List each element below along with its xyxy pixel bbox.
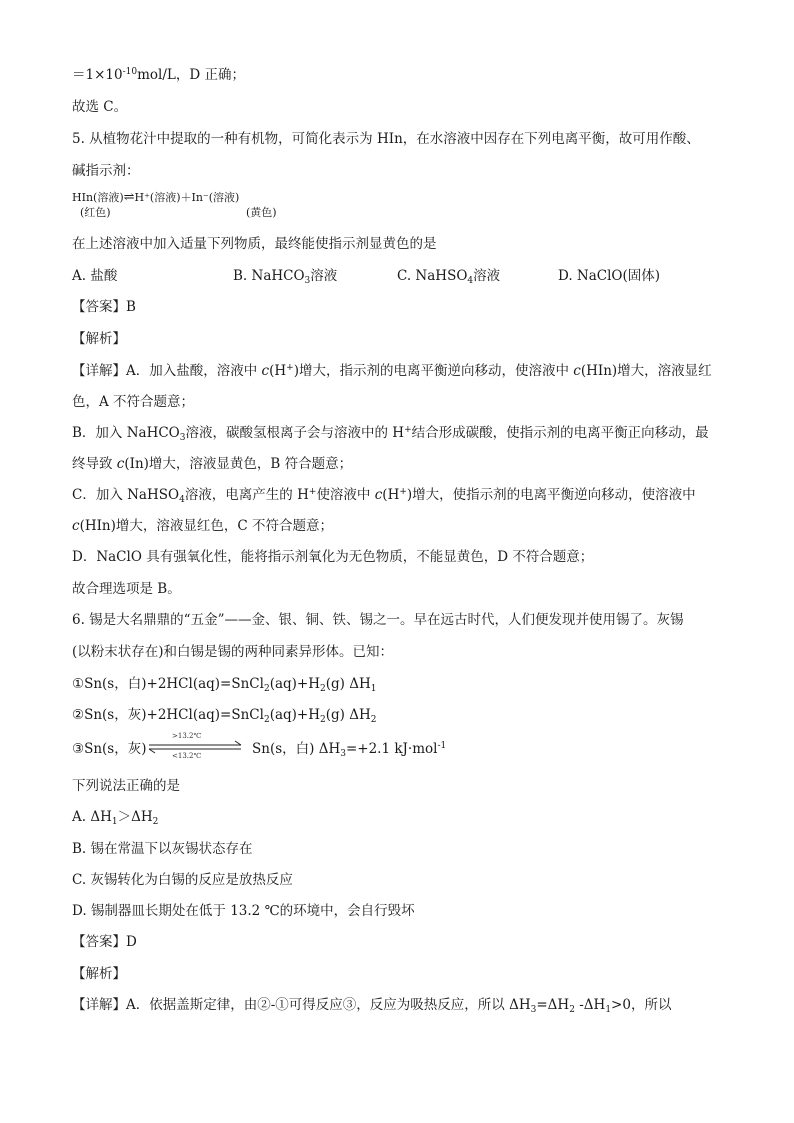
text-fragment: (g) ΔH	[325, 707, 371, 723]
italic-c: c	[116, 456, 125, 472]
text-fragment: -ΔH	[574, 997, 606, 1013]
subscript: 3	[530, 1005, 537, 1015]
q6-option-d: D. 锡制器皿长期处在低于 13.2 ℃的环境中，会自行毁坏	[72, 903, 415, 919]
answer-value: D	[126, 934, 137, 950]
subscript: 1	[111, 817, 118, 827]
text-fragment: C．加入 NaHSO	[72, 487, 180, 503]
subscript: 2	[263, 715, 270, 725]
subscript: 2	[370, 715, 377, 725]
text-fragment: ＞ΔH	[117, 809, 153, 825]
superscript: -1	[437, 741, 447, 751]
q5-question: 在上述溶液中加入适量下列物质，最终能使指示剂显黄色的是	[72, 236, 437, 252]
text-fragment: A．依据盖斯定律，由②-①可得反应③，反应为吸热反应，所以 ΔH	[126, 997, 531, 1013]
subscript: 2	[320, 715, 326, 725]
q6-reaction-3-left: ③Sn(s，灰)	[72, 741, 147, 757]
subscript: 2	[320, 684, 326, 694]
text-fragment: )增大，指示剂的电离平衡逆向移动，使溶液中	[293, 363, 574, 379]
subscript: 3	[179, 433, 186, 443]
q5-analysis-tag	[72, 330, 126, 348]
equilibrium-arrow-icon: ⇌	[123, 190, 135, 205]
text-fragment: A．加入盐酸，溶液中	[126, 363, 262, 379]
analysis-tag: 【解析】	[72, 966, 126, 982]
subscript: 2	[263, 684, 270, 694]
superscript: -10	[122, 67, 138, 77]
text-fragment: 结合形成碳酸，使指示剂的电离平衡正向移动，最	[411, 425, 709, 441]
text-fragment: mol/L，D 正确；	[137, 67, 245, 83]
subscript: 1	[370, 684, 377, 694]
q5-detail-d: D．NaClO 具有强氧化性，能将指示剂氧化为无色物质，不能显黄色，D 不符合题意；	[72, 549, 594, 565]
q5-conclusion: 故合理选项是 B。	[72, 581, 181, 597]
q5-option-a: A. 盐酸	[72, 268, 118, 284]
eq-hin: HIn(溶液)	[72, 191, 124, 204]
q5-detail-c-line2	[72, 517, 333, 535]
q6-cond-top: >13.2℃	[172, 732, 202, 740]
subscript: 1	[605, 1005, 612, 1015]
text-fragment: =+2.1 kJ·mol	[345, 741, 438, 757]
text-fragment: =ΔH	[536, 997, 570, 1013]
q5-stem-line2: 碱指示剂：	[72, 163, 140, 179]
q5-answer	[72, 298, 136, 316]
italic-c: c	[374, 487, 383, 503]
subscript: 4	[467, 276, 474, 286]
arrow-backward-head	[149, 749, 155, 753]
q5-eq-red-label: (红色)	[80, 206, 111, 219]
italic-c: c	[261, 363, 270, 379]
q6-analysis-tag	[72, 965, 126, 983]
q6-stem-line1: 6. 锡是大名鼎鼎的“五金”——金、银、铜、铁、锡之一。早在远古时代，人们便发现并使用锡了。灰锡	[72, 612, 684, 628]
text-fragment: ＝1×10	[72, 67, 123, 83]
q5-detail-b-line1	[72, 424, 709, 442]
text-fragment: ②Sn(s，灰)+2HCl(aq)=SnCl	[72, 707, 264, 723]
q6-option-a	[72, 808, 158, 826]
subscript: 3	[304, 276, 311, 286]
text-line-prev-choice: 故选 C。	[72, 99, 128, 115]
answer-tag: 【答案】	[72, 934, 126, 950]
answer-value: B	[126, 299, 136, 315]
q5-option-c	[397, 267, 500, 285]
q5-detail-a-line2: 色，A 不符合题意；	[72, 394, 195, 410]
text-fragment: ①Sn(s，白)+2HCl(aq)=SnCl	[72, 676, 264, 692]
q6-detail-a-line1	[72, 996, 671, 1014]
text-fragment: (HIn)增大，溶液显红色，C 不符合题意；	[79, 518, 334, 534]
q6-cond-bottom: <13.2℃	[172, 752, 202, 760]
subscript: 2	[152, 817, 159, 827]
q5-detail-b-line2	[72, 455, 352, 473]
text-fragment: (g) ΔH	[325, 676, 371, 692]
text-line-prev-conclusion	[72, 66, 245, 84]
q5-detail-a-line1	[72, 362, 712, 380]
text-fragment: B. NaHCO	[233, 268, 305, 284]
text-fragment: 溶液，碳酸氢根离子会与溶液中的 H	[185, 425, 405, 441]
text-fragment: B．加入 NaHCO	[72, 425, 180, 441]
subscript: 2	[569, 1005, 575, 1015]
text-fragment: (HIn)增大，溶液显红	[580, 363, 712, 379]
analysis-tag: 【解析】	[72, 331, 126, 347]
q5-option-d: D. NaClO(固体)	[558, 268, 661, 284]
q5-detail-c-line1	[72, 486, 696, 504]
text-fragment: (H	[269, 363, 287, 379]
q6-stem-line2: (以粉末状存在)和白锡是锡的两种同素异形体。已知：	[72, 644, 394, 660]
text-fragment: Sn(s，白) ΔH	[252, 741, 341, 757]
subscript: 3	[340, 749, 346, 759]
q6-option-c: C. 灰锡转化为白锡的反应是放热反应	[72, 872, 293, 888]
superscript: +	[399, 487, 407, 497]
q6-option-b: B. 锡在常温下以灰锡状态存在	[72, 841, 253, 857]
eq-plus: ＋	[180, 191, 192, 204]
italic-c: c	[573, 363, 581, 379]
text-fragment: 溶液，电离产生的 H	[184, 487, 309, 503]
text-fragment: C. NaHSO	[397, 268, 468, 284]
q6-reaction-2	[72, 706, 376, 724]
text-fragment: )增大，使指示剂的电离平衡逆向移动，使溶液中	[406, 487, 696, 503]
text-fragment: 终导致	[72, 456, 117, 472]
q5-eq-yellow-label: (黄色)	[246, 206, 277, 219]
q6-reaction-1	[72, 675, 376, 693]
text-fragment: 溶液	[310, 268, 338, 284]
text-fragment: 溶液	[473, 268, 501, 284]
q6-reaction-3-right	[252, 740, 446, 758]
detail-tag: 【详解】	[72, 363, 126, 379]
arrow-forward-head	[235, 741, 241, 745]
text-fragment: (In)增大，溶液显黄色，B 符合题意；	[124, 456, 353, 472]
eq-inminus: In⁻(溶液)	[191, 191, 240, 204]
superscript: +	[286, 363, 294, 373]
text-fragment: (aq)+H	[269, 707, 320, 723]
text-fragment: >0，所以	[611, 997, 672, 1013]
subscript: 4	[179, 495, 185, 505]
q5-option-b	[233, 267, 337, 285]
q6-answer	[72, 933, 137, 951]
text-fragment: (H	[382, 487, 400, 503]
text-fragment: 使溶液中	[316, 487, 375, 503]
q5-stem-line1: 5. 从植物花汁中提取的一种有机物，可简化表示为 HIn，在水溶液中因存在下列电离平衡，故可用作酸、	[72, 131, 700, 147]
superscript: +	[404, 425, 412, 435]
superscript: +	[308, 487, 317, 497]
text-fragment: A. ΔH	[72, 809, 112, 825]
eq-hplus: H⁺(溶液)	[134, 191, 181, 204]
answer-tag: 【答案】	[72, 299, 126, 315]
q6-question: 下列说法正确的是	[72, 778, 180, 794]
detail-tag: 【详解】	[72, 997, 126, 1013]
italic-c: c	[72, 518, 80, 534]
text-fragment: (aq)+H	[269, 676, 320, 692]
